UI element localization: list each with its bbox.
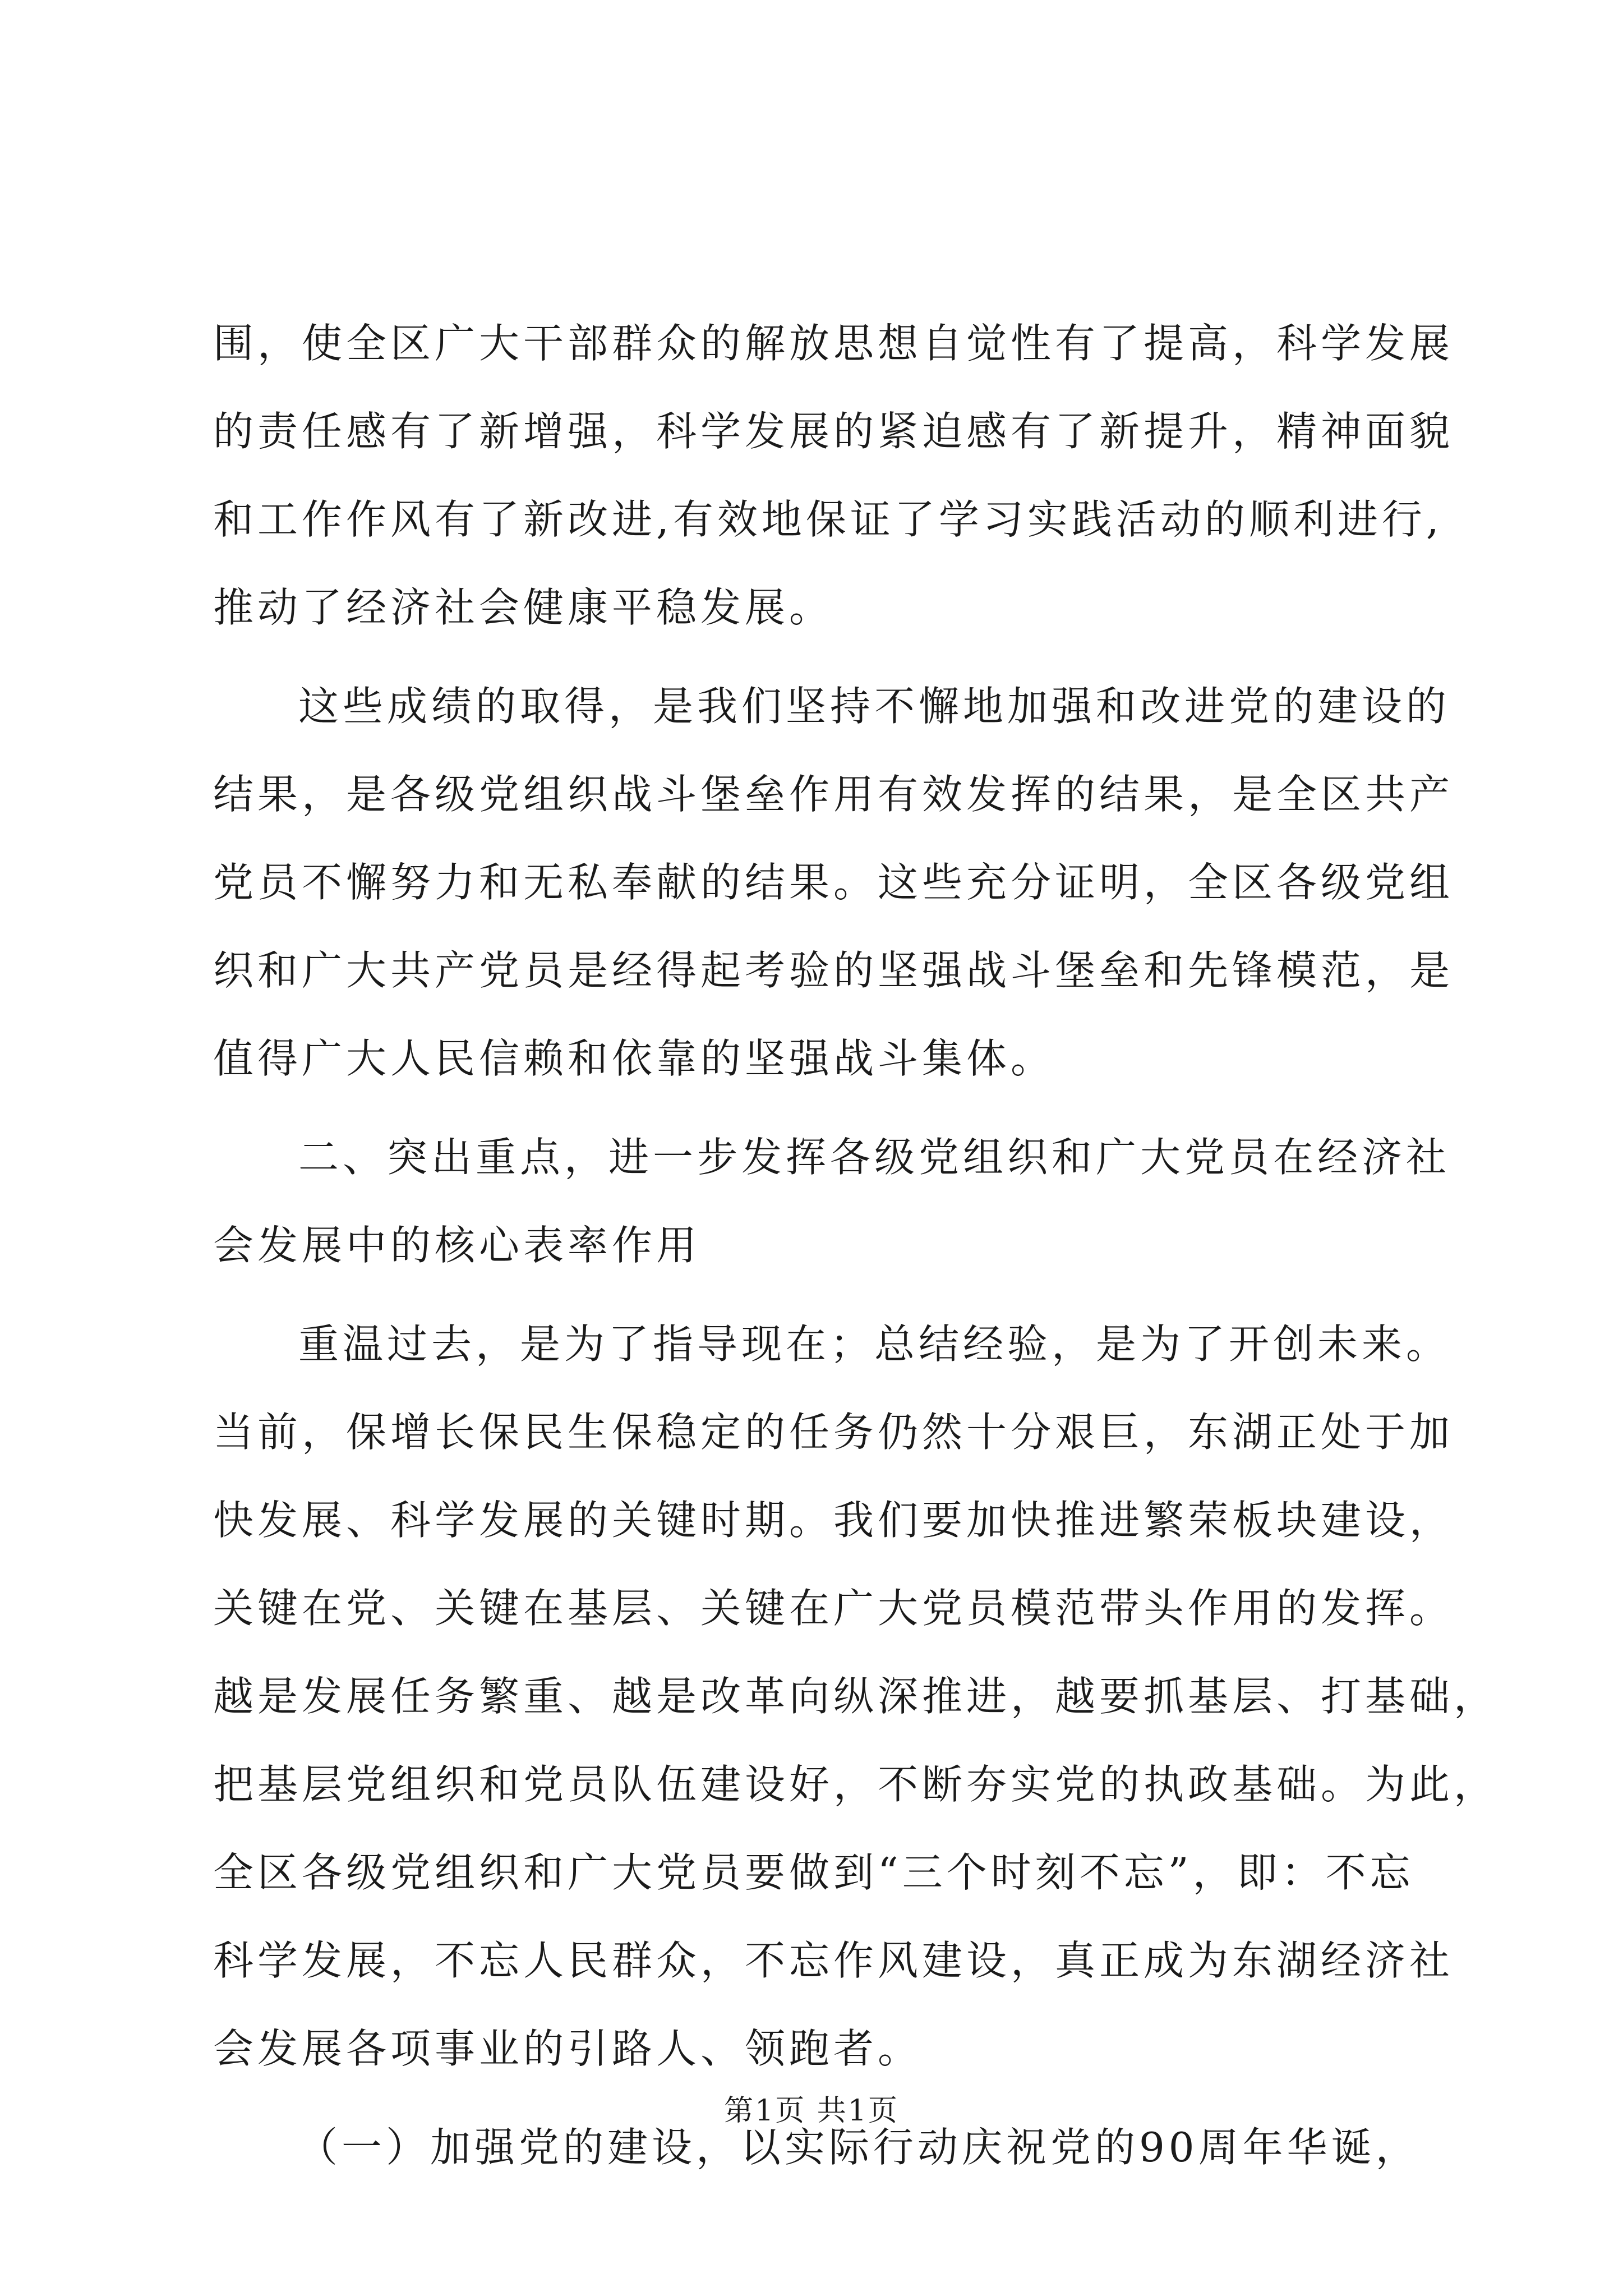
text-line: 关键在党、关键在基层、关键在广大党员模范带头作用的发挥。 <box>213 1585 1454 1632</box>
page-number-footer: 第1页 共1页 <box>724 2094 899 2128</box>
text-line: 重温过去，是为了指导现在；总结经验，是为了开创未来。 <box>298 1320 1451 1368</box>
document-body <box>213 300 1503 2192</box>
text-line: 值得广大人民信赖和依靠的坚强战斗集体。 <box>213 1035 1055 1082</box>
text-line: 越是发展任务繁重、越是改革向纵深推进，越要抓基层、打基础， <box>213 1673 1498 1720</box>
text-line: 当前，保增长保民生保稳定的任务仍然十分艰巨，东湖正处于加 <box>213 1409 1454 1456</box>
text-line: 织和广大共产党员是经得起考验的坚强战斗堡垒和先锋模范，是 <box>213 947 1454 994</box>
text-line: 科学发展，不忘人民群众，不忘作风建设，真正成为东湖经济社 <box>213 1937 1454 1984</box>
text-line: 围，使全区广大干部群众的解放思想自觉性有了提高，科学发展 <box>213 320 1454 367</box>
subsection-heading-line: （一）加强党的建设，以实际行动庆祝党的90周年华诞， <box>297 2124 1420 2171</box>
text-line: 会发展各项事业的引路人、领跑者。 <box>213 2025 923 2072</box>
text-line: 和工作作风有了新改进,有效地保证了学习实践活动的顺利进行, <box>213 496 1443 543</box>
text-line: 推动了经济社会健康平稳发展。 <box>213 584 834 631</box>
text-line: 的责任感有了新增强，科学发展的紧迫感有了新提升，精神面貌 <box>213 408 1454 455</box>
section-heading-line: 二、突出重点，进一步发挥各级党组织和广大党员在经济社 <box>298 1134 1451 1181</box>
section-heading-line: 会发展中的核心表率作用 <box>213 1222 701 1269</box>
text-line: 快发展、科学发展的关键时期。我们要加快推进繁荣板块建设， <box>213 1497 1454 1544</box>
text-line: 结果，是各级党组织战斗堡垒作用有效发挥的结果，是全区共产 <box>213 771 1454 818</box>
text-line: 这些成绩的取得，是我们坚持不懈地加强和改进党的建设的 <box>298 683 1451 730</box>
text-line: 把基层党组织和党员队伍建设好，不断夯实党的执政基础。为此， <box>213 1761 1498 1808</box>
text-line: 全区各级党组织和广大党员要做到“三个时刻不忘”，即：不忘 <box>213 1849 1414 1896</box>
text-line: 党员不懈努力和无私奉献的结果。这些充分证明，全区各级党组 <box>213 859 1454 906</box>
